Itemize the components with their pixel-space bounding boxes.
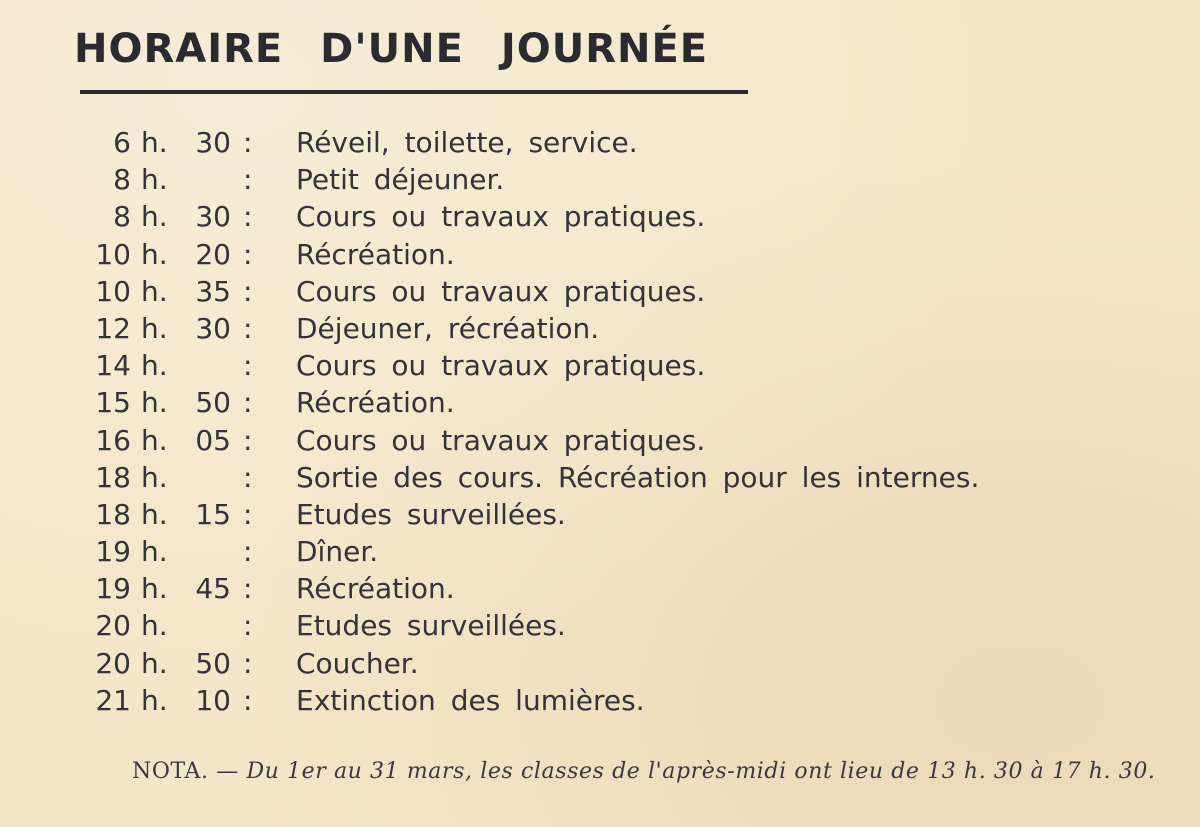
- nota-lead: NOTA. —: [132, 759, 239, 784]
- schedule-colon: :: [243, 274, 253, 308]
- schedule-colon: :: [243, 497, 253, 531]
- schedule-activity: Extinction des lumières.: [296, 683, 645, 717]
- schedule-colon: :: [243, 311, 253, 345]
- schedule-activity: Sortie des cours. Récréation pour les internes.: [296, 460, 980, 494]
- schedule-activity: Récréation.: [296, 572, 455, 606]
- schedule-row: [0, 347, 1200, 384]
- schedule-h-unit: h.: [141, 497, 168, 531]
- nota-note: [74, 756, 1184, 788]
- schedule-hour: 20: [95, 609, 131, 643]
- schedule-row: [0, 496, 1200, 533]
- schedule-activity: Coucher.: [296, 646, 419, 680]
- schedule-h-unit: h.: [141, 126, 168, 159]
- schedule-minutes: 35: [195, 274, 231, 308]
- schedule-list: [0, 124, 1200, 719]
- schedule-hour: 10: [95, 237, 131, 271]
- schedule-minutes: 30: [195, 311, 231, 345]
- schedule-h-unit: h.: [141, 311, 168, 345]
- schedule-row: [0, 533, 1200, 570]
- schedule-colon: :: [243, 237, 253, 271]
- schedule-colon: :: [243, 683, 253, 717]
- schedule-colon: :: [243, 163, 253, 197]
- schedule-h-unit: h.: [141, 609, 168, 643]
- schedule-h-unit: h.: [141, 237, 168, 271]
- schedule-activity: Dîner.: [296, 535, 379, 569]
- schedule-colon: :: [243, 386, 253, 420]
- schedule-hour: 15: [95, 386, 131, 420]
- schedule-row: [0, 384, 1200, 421]
- schedule-minutes: 30: [195, 200, 231, 234]
- schedule-row: [0, 124, 1200, 161]
- schedule-row: [0, 236, 1200, 273]
- schedule-activity: Déjeuner, récréation.: [296, 311, 600, 345]
- schedule-activity: Récréation.: [296, 386, 455, 420]
- schedule-hour: 10: [95, 274, 131, 308]
- schedule-row: [0, 459, 1200, 496]
- page-title: HORAIRE D'UNE JOURNÉE: [74, 26, 709, 72]
- schedule-row: [0, 607, 1200, 644]
- schedule-minutes: 30: [195, 126, 231, 159]
- schedule-colon: :: [243, 646, 253, 680]
- schedule-hour: 18: [95, 497, 131, 531]
- schedule-minutes: 20: [195, 237, 231, 271]
- schedule-row: [0, 273, 1200, 310]
- schedule-hour: 21: [95, 683, 131, 717]
- schedule-h-unit: h.: [141, 535, 168, 569]
- schedule-activity: Cours ou travaux pratiques.: [296, 349, 706, 383]
- schedule-hour: 8: [113, 163, 131, 197]
- schedule-hour: 18: [95, 460, 131, 494]
- schedule-h-unit: h.: [141, 646, 168, 680]
- schedule-colon: :: [243, 349, 253, 383]
- schedule-colon: :: [243, 609, 253, 643]
- schedule-h-unit: h.: [141, 163, 168, 197]
- schedule-row: [0, 645, 1200, 682]
- schedule-hour: 19: [95, 535, 131, 569]
- schedule-minutes: 50: [195, 386, 231, 420]
- schedule-row: [0, 310, 1200, 347]
- schedule-h-unit: h.: [141, 572, 168, 606]
- schedule-activity: Cours ou travaux pratiques.: [296, 200, 706, 234]
- schedule-h-unit: h.: [141, 386, 168, 420]
- schedule-activity: Cours ou travaux pratiques.: [296, 274, 706, 308]
- schedule-activity: Etudes surveillées.: [296, 609, 566, 643]
- schedule-minutes: 10: [195, 683, 231, 717]
- schedule-row: [0, 570, 1200, 607]
- schedule-hour: 12: [95, 311, 131, 345]
- schedule-colon: :: [243, 126, 253, 159]
- schedule-minutes: 50: [195, 646, 231, 680]
- schedule-hour: 6: [113, 126, 131, 159]
- schedule-activity: Petit déjeuner.: [296, 163, 505, 197]
- schedule-h-unit: h.: [141, 423, 168, 457]
- schedule-row: [0, 422, 1200, 459]
- schedule-activity: Etudes surveillées.: [296, 497, 566, 531]
- schedule-activity: Réveil, toilette, service.: [296, 126, 638, 159]
- schedule-hour: 16: [95, 423, 131, 457]
- schedule-h-unit: h.: [141, 460, 168, 494]
- schedule-minutes: 15: [195, 497, 231, 531]
- schedule-row: [0, 161, 1200, 198]
- schedule-hour: 14: [95, 349, 131, 383]
- schedule-colon: :: [243, 572, 253, 606]
- schedule-colon: :: [243, 460, 253, 494]
- schedule-h-unit: h.: [141, 274, 168, 308]
- nota-text: Du 1er au 31 mars, les classes de l'après-midi ont lieu de 13 h. 30 à 17 h. 30.: [246, 759, 1156, 784]
- schedule-hour: 20: [95, 646, 131, 680]
- schedule-colon: :: [243, 200, 253, 234]
- schedule-row: [0, 682, 1200, 719]
- schedule-row: [0, 198, 1200, 235]
- schedule-activity: Cours ou travaux pratiques.: [296, 423, 706, 457]
- title-underline: [80, 90, 748, 94]
- schedule-minutes: 05: [195, 423, 231, 457]
- schedule-minutes: 45: [195, 572, 231, 606]
- schedule-h-unit: h.: [141, 200, 168, 234]
- schedule-activity: Récréation.: [296, 237, 455, 271]
- schedule-hour: 19: [95, 572, 131, 606]
- schedule-h-unit: h.: [141, 349, 168, 383]
- schedule-h-unit: h.: [141, 683, 168, 717]
- schedule-colon: :: [243, 423, 253, 457]
- schedule-colon: :: [243, 535, 253, 569]
- schedule-hour: 8: [113, 200, 131, 234]
